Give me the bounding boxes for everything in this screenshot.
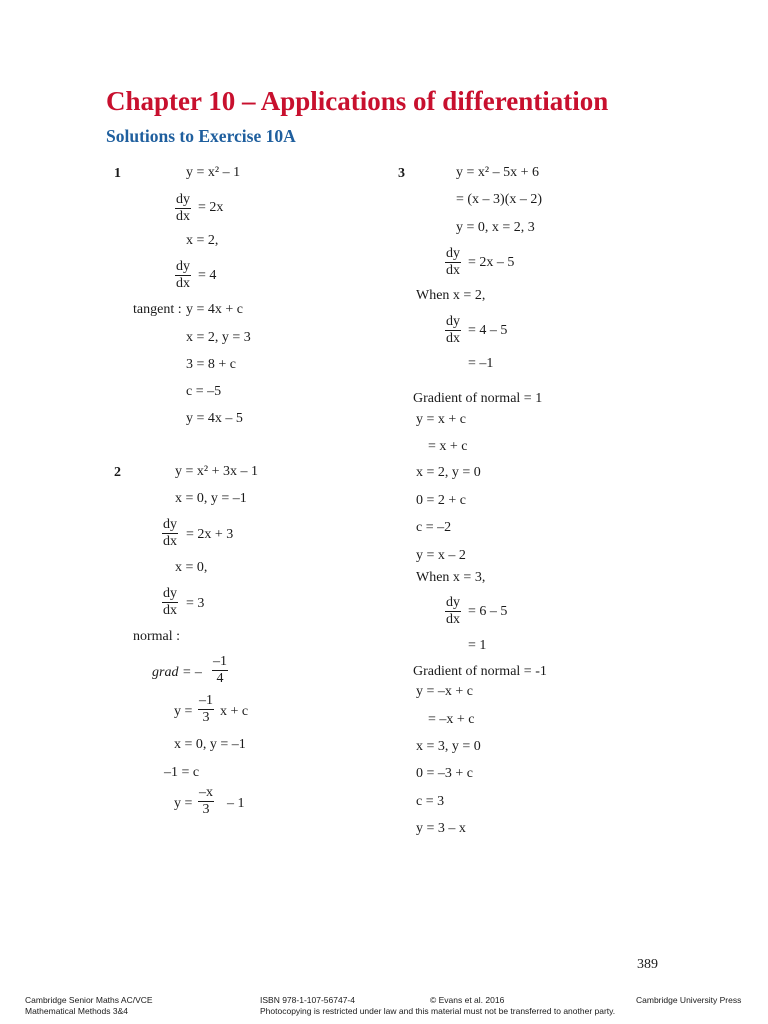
- dy-numerator: dy: [163, 517, 177, 532]
- q3-line-9: x = 2, y = 0: [416, 465, 481, 480]
- footer-copyright: © Evans et al. 2016: [430, 995, 505, 1005]
- q2-y-label: y =: [174, 704, 193, 719]
- dx-denominator: dx: [446, 331, 460, 346]
- q3-derivative-fraction-1: [445, 246, 461, 279]
- q3-line-2: = (x – 3)(x – 2): [456, 192, 543, 207]
- q3-line-13: = 6 – 5: [468, 604, 508, 619]
- dx-denominator: dx: [446, 612, 460, 627]
- q3-when-1: When x = 2,: [416, 288, 486, 303]
- footer-series-title: Cambridge Senior Maths AC/VCE: [25, 995, 153, 1005]
- dy-numerator: dy: [446, 595, 460, 610]
- q3-line-18: 0 = –3 + c: [416, 766, 474, 781]
- dx-denominator: dx: [163, 603, 177, 618]
- dy-numerator: dy: [446, 314, 460, 329]
- q3-line-16: = –x + c: [428, 712, 475, 727]
- fraction-numerator: –x: [199, 785, 213, 800]
- fraction-numerator: –1: [199, 693, 213, 708]
- dx-denominator: dx: [176, 276, 190, 291]
- footer-isbn: ISBN 978-1-107-56747-4: [260, 995, 355, 1005]
- q3-line-19: c = 3: [416, 794, 445, 809]
- q2-line-6: x = 0, y = –1: [174, 737, 246, 752]
- footer-notice: Photocopying is restricted under law and this material must not be transferred to another party.: [260, 1006, 616, 1016]
- q2-y2-rest: – 1: [227, 796, 245, 811]
- q2-y2-fraction: [198, 785, 214, 818]
- q2-line-2: x = 0, y = –1: [175, 491, 247, 506]
- question-number-2: 2: [114, 465, 121, 480]
- q3-derivative-fraction-2: [445, 314, 461, 347]
- q3-line-12: y = x – 2: [416, 548, 466, 563]
- footer-book-title: Mathematical Methods 3&4: [25, 1006, 128, 1016]
- chapter-title: Chapter 10 – Applications of differentiation: [106, 86, 609, 116]
- q3-line-7: y = x + c: [416, 412, 467, 427]
- q3-line-20: y = 3 – x: [416, 821, 466, 836]
- q2-y-rest: x + c: [220, 704, 249, 719]
- q3-when-2: When x = 3,: [416, 570, 486, 585]
- exercise-title: Solutions to Exercise 10A: [106, 126, 296, 146]
- dy-numerator: dy: [176, 192, 190, 207]
- q3-line-3: y = 0, x = 2, 3: [456, 220, 535, 235]
- dy-numerator: dy: [176, 259, 190, 274]
- q3-line-4: = 2x – 5: [468, 255, 515, 270]
- q1-line-6: x = 2, y = 3: [186, 330, 251, 345]
- q1-line-7: 3 = 8 + c: [186, 357, 237, 372]
- q1-derivative-fraction-1: [175, 192, 191, 225]
- q2-grad-fraction: [212, 654, 228, 687]
- q1-line-5: y = 4x + c: [186, 302, 244, 317]
- dx-denominator: dx: [163, 534, 177, 549]
- fraction-denominator: 4: [212, 670, 228, 687]
- q2-y2-label: y =: [174, 796, 193, 811]
- q2-line-3: = 2x + 3: [186, 527, 234, 542]
- q2-normal-label: normal :: [133, 629, 181, 644]
- fraction-denominator: 3: [198, 801, 214, 818]
- q3-line-15: y = –x + c: [416, 684, 474, 699]
- dx-denominator: dx: [176, 209, 190, 224]
- q1-line-3: x = 2,: [186, 233, 219, 248]
- dy-numerator: dy: [446, 246, 460, 261]
- q1-line-8: c = –5: [186, 384, 222, 399]
- q3-line-8: = x + c: [428, 439, 468, 454]
- dx-denominator: dx: [446, 263, 460, 278]
- question-number-1: 1: [114, 166, 121, 181]
- q2-grad-label: grad = –: [152, 665, 202, 680]
- q3-line-14: = 1: [468, 638, 487, 653]
- q3-line-10: 0 = 2 + c: [416, 493, 467, 508]
- q2-line-4: x = 0,: [175, 560, 208, 575]
- q2-derivative-fraction-1: [162, 517, 178, 550]
- q3-derivative-fraction-3: [445, 595, 461, 628]
- q3-line-17: x = 3, y = 0: [416, 739, 481, 754]
- q2-line-7: –1 = c: [164, 765, 200, 780]
- q3-line-1: y = x² – 5x + 6: [456, 165, 539, 180]
- q2-y-fraction: [198, 693, 214, 726]
- q3-line-5: = 4 – 5: [468, 323, 508, 338]
- q3-line-6: = –1: [468, 356, 494, 371]
- q1-line-4: = 4: [198, 268, 217, 283]
- fraction-numerator: –1: [213, 654, 227, 669]
- q1-line-2: = 2x: [198, 200, 224, 215]
- q1-tangent-label: tangent :: [133, 302, 182, 317]
- q2-derivative-fraction-2: [162, 586, 178, 619]
- q1-derivative-fraction-2: [175, 259, 191, 292]
- q1-line-1: y = x² – 1: [186, 165, 241, 180]
- q2-line-5: = 3: [186, 596, 205, 611]
- q2-line-1: y = x² + 3x – 1: [175, 464, 258, 479]
- page-number: 389: [637, 957, 658, 972]
- question-number-3: 3: [398, 166, 405, 181]
- footer-publisher: Cambridge University Press: [636, 995, 742, 1005]
- fraction-denominator: 3: [198, 709, 214, 726]
- dy-numerator: dy: [163, 586, 177, 601]
- q3-gradient-normal-1: Gradient of normal = 1: [413, 391, 543, 406]
- q1-line-9: y = 4x – 5: [186, 411, 243, 426]
- q3-gradient-normal-2: Gradient of normal = -1: [413, 664, 547, 679]
- q3-line-11: c = –2: [416, 520, 452, 535]
